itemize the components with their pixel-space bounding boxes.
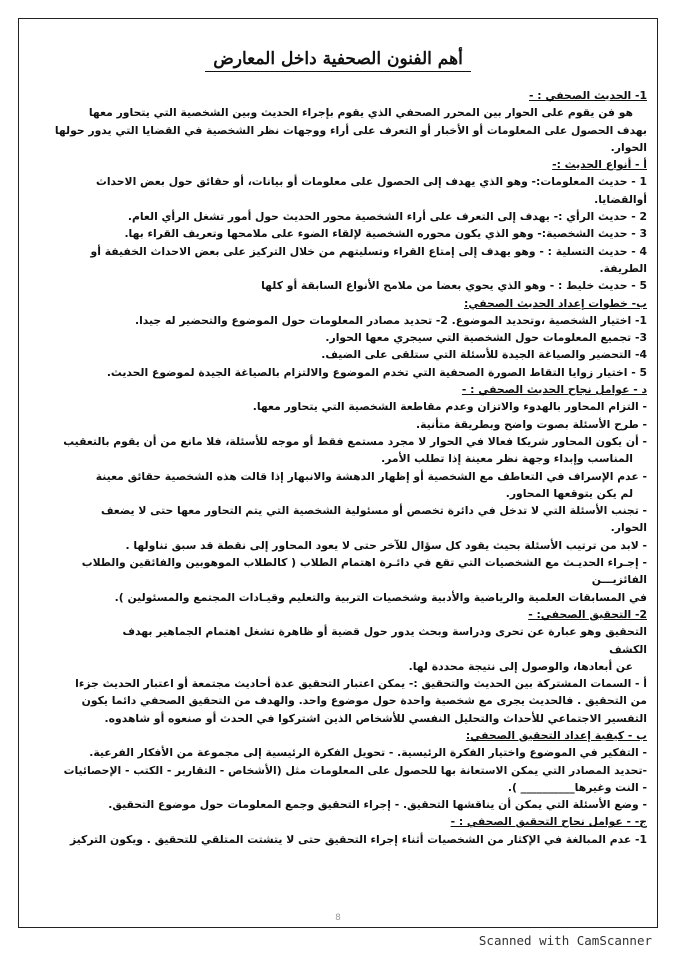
body-line: الفائزيـــن bbox=[591, 573, 647, 587]
body-line: 1 - حديث المعلومات:- وهو الذي يهدف إلى الحصول على معلومات أو بيانات، أو حقائق حول بعض الاحداث bbox=[95, 175, 647, 189]
body-line: - التفكير في الموضوع واختيار الفكرة الرئيسية. - تحويل الفكرة الرئيسية إلى مجموعة من الأفكار الفرعية. bbox=[89, 746, 647, 760]
body-line: 1- عدم المبالغة في الإكثار من الشخصيات أثناء إجراء التحقيق حتى لا يتشتت المتلقي للتحقيق . ويكون التركيز bbox=[69, 832, 647, 846]
body-line: - التزام المحاور بالهدوء والاتزان وعدم مقاطعة الشخصية التي يتحاور معها. bbox=[252, 400, 647, 414]
body-line: الكشف bbox=[609, 642, 647, 656]
body-line: - إجـراء الحديـث مع الشخصيات التي تقع في دائـرة اهتمام الطلاب ( كالطلاب الموهوبين والفائقين والطلاب bbox=[81, 556, 647, 570]
body-line: 4 - حديث التسلية : - وهو يهدف إلى إمتاع القراء وتسليتهم من خلال التركيز على بعض الاحداث الخفيفة أو bbox=[90, 244, 647, 258]
body-line: الحوار. bbox=[610, 140, 647, 154]
body-line: 2 - حديث الرأي :- يهدف إلى التعرف على أراء الشخصية محور الحديث حول أمور تشغل الرأي العام. bbox=[127, 210, 647, 224]
body-line: - وضع الأسئلة التي يمكن أن يناقشها التحقيق. - إجراء التحقيق وجمع المعلومات حول موضوع التحقيق. bbox=[108, 798, 647, 812]
section-heading: 2- التحقيق الصحفي: - bbox=[528, 607, 647, 621]
body-line: الحوار. bbox=[610, 521, 647, 535]
body-line: -تحديد المصادر التي يمكن الاستعانة بها للحصول على المعلومات مثل (الأشخاص - التقارير - الكتب - الإحصائيات bbox=[63, 763, 647, 777]
section-heading: ج- - عوامل نجاح التحقيق الصحفي : - bbox=[450, 815, 647, 829]
body-line: 3 - حديث الشخصية:- وهو الذي يكون محوره الشخصية لإلقاء الضوء على ملامحها وتعريف القراء بها. bbox=[124, 227, 647, 241]
body-line: - النت وغيرها__________ ). bbox=[507, 780, 647, 794]
body-line: - لابد من ترتيب الأسئلة بحيث يقود كل سؤال للآخر حتى لا يعود المحاور إلى نقطة قد سبق تناولها . bbox=[125, 538, 647, 552]
section-heading: ب - كيفية إعداد التحقيق الصحفي: bbox=[465, 728, 647, 742]
body-line: هو فن يقوم على الحوار بين المحرر الصحفي الذي يقوم بإجراء الحديث وبين الشخصية التي يتحاور معها bbox=[88, 106, 633, 120]
body-line: التفسير الاجتماعي للأحداث والتحليل النفسي للأشخاص الذين اشتركوا في الحدث أو صنعوه أو شاهدوه. bbox=[104, 711, 647, 725]
section-heading: د - عوامل نجاح الحديث الصحفي : - bbox=[461, 383, 647, 397]
section-heading: 1- الحديث الصحفي : - bbox=[529, 89, 647, 102]
section-heading: ب- خطوات إعداد الحديث الصحفي: bbox=[464, 296, 647, 310]
body-line: من التحقيق . فالحديث يجرى مع شخصية واحدة حول موضوع واحد. والهدف من التحقيق الصحفي دائما يكون bbox=[81, 694, 647, 708]
body-line: عن أبعادها، والوصول إلى نتيجة محددة لها. bbox=[408, 659, 633, 673]
body-line: 5 - اختيار زوايا التقاط الصورة الصحفية التي تخدم الموضوع والالتزام بالصياغة الجيدة لموضوع الحديث. bbox=[106, 365, 647, 379]
body-line: 5 - حديث خليط : - وهو الذي يحوي بعضا من ملامح الأنواع السابقة أو كلها bbox=[261, 279, 647, 293]
body-line: المناسب وإبداء وجهة نظر معينة إذا تطلب الأمر. bbox=[381, 452, 633, 466]
body-line: في المسابقات العلمية والرياضية والأدبية وشخصيات التربية والتعليم وقيـادات المجتمع والمسئولين ). bbox=[114, 590, 647, 604]
title-wrap bbox=[19, 49, 657, 77]
body-line: أوالقضايا. bbox=[594, 192, 647, 206]
document-body bbox=[29, 87, 647, 848]
body-line: 3- تجميع المعلومات حول الشخصية التي سيجري معها الحوار. bbox=[325, 331, 647, 345]
body-line: بهدف الحصول على المعلومات أو الأخبار أو التعرف على أراء ووجهات نظر الشخصية في القضايا التي يدور حولها bbox=[54, 123, 647, 137]
body-line: - أن يكون المحاور شريكا فعالا في الحوار لا مجرد مستمع فقط أو موجه للأسئلة، فلا مانع من أن يقوم بالتعقيب bbox=[63, 434, 647, 448]
body-line: أ - السمات المشتركة بين الحديث والتحقيق :- يمكن اعتبار التحقيق عدة أحاديث مجتمعة أو اعتبار الحديث جزءا bbox=[75, 677, 647, 691]
body-line: 1- اختيار الشخصية ،وتحديد الموضوع. 2- تحديد مصادر المعلومات حول الموضوع والتحضير له جيدا. bbox=[134, 313, 647, 327]
body-line: الطريفة. bbox=[599, 261, 647, 275]
body-line: التحقيق وهو عبارة عن تحرى ودراسة وبحث يدور حول قضية أو ظاهرة تشغل اهتمام الجماهير بهدف bbox=[122, 625, 647, 639]
body-line: - تجنب الأسئلة التي لا تدخل في دائرة تخصص أو مسئولية الشخصية التي يتم التحاور معها حتى لا يضعف bbox=[100, 504, 647, 518]
section-heading: أ - أنواع الحديث :- bbox=[552, 158, 647, 172]
body-line: لم يكن يتوقعها المحاور. bbox=[505, 486, 633, 500]
body-line: - عدم الإسراف في التعاطف مع الشخصية أو إظهار الدهشة والانبهار إذا قالت هذه الشخصية حقائق معينة bbox=[95, 469, 647, 483]
body-line: - طرح الأسئلة بصوت واضح وبطريقة متأنية. bbox=[416, 417, 647, 431]
scanner-watermark: Scanned with CamScanner bbox=[478, 933, 652, 948]
page-frame bbox=[18, 18, 658, 928]
body-line: 4- التحضير والصياغة الجيدة للأسئلة التي ستلقى على الضيف. bbox=[321, 348, 647, 362]
page-title: أهم الفنون الصحفية داخل المعارض bbox=[205, 49, 471, 72]
page-number: 8 bbox=[335, 913, 341, 923]
